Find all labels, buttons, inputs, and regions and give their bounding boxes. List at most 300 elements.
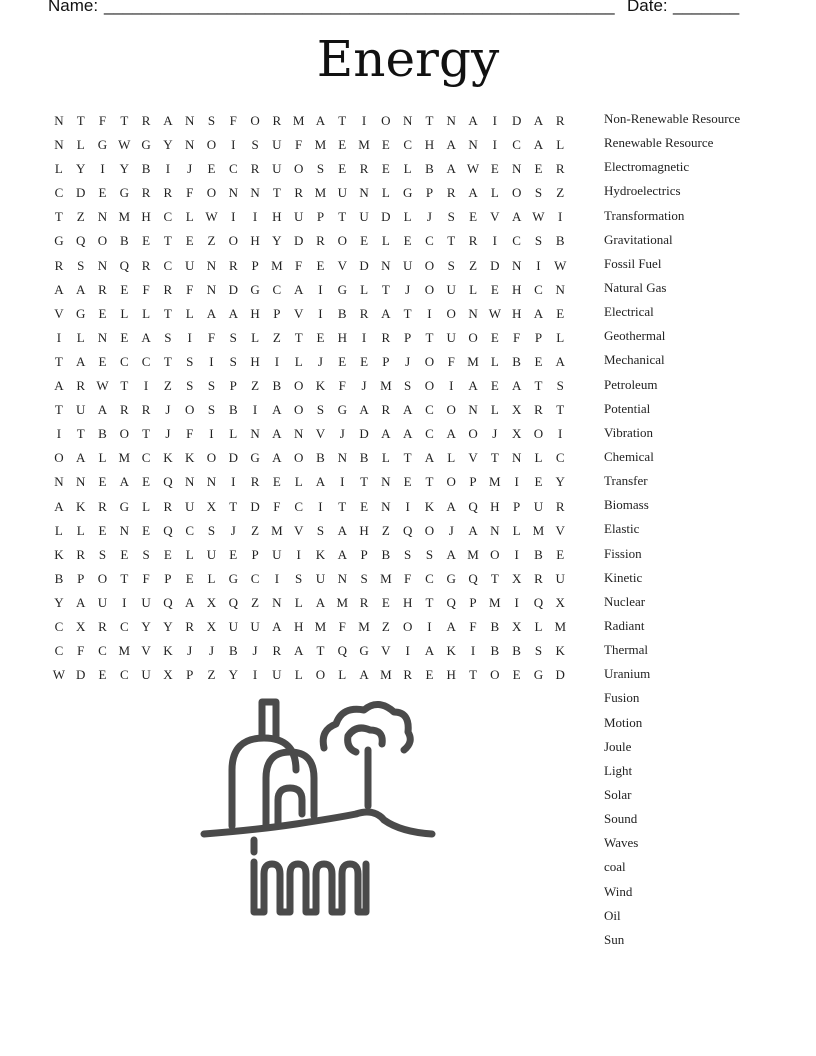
grid-letter[interactable]: O xyxy=(424,353,435,369)
grid-letter[interactable]: U xyxy=(446,329,456,345)
date-field[interactable]: _______ xyxy=(673,0,740,15)
grid-letter[interactable]: T xyxy=(425,474,434,490)
grid-letter[interactable]: Q xyxy=(119,257,129,273)
grid-letter[interactable]: O xyxy=(206,185,217,201)
grid-letter[interactable]: R xyxy=(76,546,86,562)
grid-letter[interactable]: I xyxy=(231,137,236,153)
grid-letter[interactable]: O xyxy=(228,233,238,249)
grid-letter[interactable]: A xyxy=(54,378,64,394)
grid-letter[interactable]: T xyxy=(120,113,129,128)
grid-letter[interactable]: O xyxy=(184,402,195,418)
grid-letter[interactable]: R xyxy=(446,185,456,201)
grid-letter[interactable]: P xyxy=(404,329,412,345)
grid-letter[interactable]: P xyxy=(251,257,259,273)
grid-letter[interactable]: G xyxy=(141,137,151,153)
grid-letter[interactable]: A xyxy=(468,185,478,201)
grid-letter[interactable]: A xyxy=(228,305,238,321)
grid-letter[interactable]: G xyxy=(54,233,64,249)
grid-letter[interactable]: M xyxy=(532,522,545,538)
grid-letter[interactable]: R xyxy=(381,402,391,418)
grid-letter[interactable]: Q xyxy=(446,594,456,610)
grid-letter[interactable]: P xyxy=(382,353,390,369)
grid-letter[interactable]: L xyxy=(381,233,390,249)
grid-letter[interactable]: A xyxy=(293,281,304,297)
grid-letter[interactable]: D xyxy=(228,450,238,466)
grid-letter[interactable]: U xyxy=(359,209,369,225)
grid-letter[interactable]: M xyxy=(467,353,479,369)
grid-letter[interactable]: R xyxy=(468,233,478,249)
grid-letter[interactable]: J xyxy=(426,209,432,225)
grid-letter[interactable]: I xyxy=(143,378,149,394)
grid-letter[interactable]: M xyxy=(271,522,283,538)
grid-letter[interactable]: J xyxy=(405,281,411,297)
grid-letter[interactable]: J xyxy=(317,353,323,369)
grid-letter[interactable]: G xyxy=(250,281,260,297)
grid-letter[interactable]: E xyxy=(360,233,369,249)
grid-letter[interactable]: B xyxy=(381,546,391,562)
grid-letter[interactable]: N xyxy=(206,474,217,490)
grid-letter[interactable]: C xyxy=(425,402,434,418)
grid-letter[interactable]: H xyxy=(250,305,260,321)
grid-letter[interactable]: U xyxy=(250,618,260,634)
grid-letter[interactable]: I xyxy=(165,161,171,177)
grid-letter[interactable]: A xyxy=(163,113,173,128)
grid-letter[interactable]: E xyxy=(381,137,390,153)
grid-letter[interactable]: C xyxy=(555,450,565,466)
grid-letter[interactable]: C xyxy=(185,522,195,538)
grid-letter[interactable]: J xyxy=(165,426,171,442)
grid-letter[interactable]: R xyxy=(141,185,151,201)
grid-letter[interactable]: J xyxy=(208,643,214,659)
grid-letter[interactable]: E xyxy=(98,185,107,201)
grid-letter[interactable]: R xyxy=(141,257,151,273)
grid-letter[interactable]: I xyxy=(56,426,62,442)
grid-letter[interactable]: O xyxy=(206,450,217,466)
grid-letter[interactable]: C xyxy=(163,257,173,273)
grid-letter[interactable]: I xyxy=(209,353,214,369)
grid-letter[interactable]: O xyxy=(293,450,304,466)
grid-letter[interactable]: L xyxy=(490,185,499,201)
grid-letter[interactable]: L xyxy=(142,498,151,514)
grid-letter[interactable]: F xyxy=(295,137,303,153)
grid-letter[interactable]: Z xyxy=(76,209,85,225)
grid-letter[interactable]: A xyxy=(272,402,282,418)
grid-letter[interactable]: I xyxy=(318,281,323,297)
grid-letter[interactable]: G xyxy=(76,305,86,321)
grid-letter[interactable]: L xyxy=(381,185,390,201)
grid-letter[interactable]: L xyxy=(534,618,543,634)
grid-letter[interactable]: M xyxy=(554,618,566,634)
grid-letter[interactable]: F xyxy=(513,329,521,345)
grid-letter[interactable]: X xyxy=(555,594,565,610)
grid-letter[interactable]: D xyxy=(293,233,304,249)
grid-letter[interactable]: U xyxy=(337,185,347,201)
grid-letter[interactable]: O xyxy=(424,281,435,297)
grid-letter[interactable]: Q xyxy=(163,474,173,490)
grid-letter[interactable]: R xyxy=(359,594,369,610)
grid-letter[interactable]: G xyxy=(359,643,369,659)
grid-letter[interactable]: U xyxy=(206,546,217,562)
grid-letter[interactable]: D xyxy=(511,113,522,128)
grid-letter[interactable]: Y xyxy=(163,618,173,634)
grid-letter[interactable]: H xyxy=(250,233,260,249)
grid-letter[interactable]: R xyxy=(54,257,64,273)
grid-letter[interactable]: E xyxy=(534,161,543,177)
grid-letter[interactable]: R xyxy=(98,281,107,297)
grid-letter[interactable]: T xyxy=(294,329,303,345)
grid-letter[interactable]: O xyxy=(293,402,304,418)
grid-letter[interactable]: Z xyxy=(556,185,565,201)
grid-letter[interactable]: O xyxy=(119,426,129,442)
grid-letter[interactable]: A xyxy=(54,281,64,297)
grid-letter[interactable]: I xyxy=(318,498,323,514)
grid-letter[interactable]: A xyxy=(424,450,435,466)
grid-letter[interactable]: H xyxy=(337,329,347,345)
grid-letter[interactable]: G xyxy=(402,185,413,201)
grid-letter[interactable]: A xyxy=(402,402,413,418)
grid-letter[interactable]: B xyxy=(141,161,151,177)
grid-letter[interactable]: O xyxy=(206,137,217,153)
grid-letter[interactable]: U xyxy=(446,281,456,297)
grid-letter[interactable]: S xyxy=(295,570,303,586)
grid-letter[interactable]: S xyxy=(186,353,194,369)
grid-letter[interactable]: N xyxy=(272,594,282,610)
grid-letter[interactable]: J xyxy=(230,522,236,538)
grid-letter[interactable]: L xyxy=(251,329,260,345)
grid-letter[interactable]: A xyxy=(359,402,369,418)
grid-letter[interactable]: A xyxy=(76,450,86,466)
grid-letter[interactable]: M xyxy=(271,257,283,273)
name-field[interactable]: ______________________________________________________ xyxy=(104,0,615,15)
grid-letter[interactable]: E xyxy=(207,161,216,177)
grid-letter[interactable]: O xyxy=(490,667,500,683)
grid-letter[interactable]: A xyxy=(533,113,544,128)
grid-letter[interactable]: O xyxy=(402,618,413,634)
grid-letter[interactable]: J xyxy=(361,378,367,394)
grid-letter[interactable]: T xyxy=(490,570,499,586)
grid-letter[interactable]: G xyxy=(119,185,129,201)
grid-letter[interactable]: L xyxy=(556,137,565,153)
grid-letter[interactable]: O xyxy=(511,185,522,201)
grid-letter[interactable]: O xyxy=(468,426,478,442)
grid-letter[interactable]: W xyxy=(96,378,109,394)
grid-letter[interactable]: U xyxy=(141,594,151,610)
grid-letter[interactable]: P xyxy=(469,474,477,490)
grid-letter[interactable]: E xyxy=(98,474,107,490)
grid-letter[interactable]: Z xyxy=(251,378,260,394)
grid-letter[interactable]: X xyxy=(206,594,217,610)
grid-letter[interactable]: R xyxy=(76,378,86,394)
grid-letter[interactable]: T xyxy=(469,667,478,683)
grid-letter[interactable]: Z xyxy=(163,378,172,394)
grid-letter[interactable]: C xyxy=(294,498,303,514)
grid-letter[interactable]: O xyxy=(424,378,435,394)
grid-letter[interactable]: F xyxy=(142,281,150,297)
grid-letter[interactable]: P xyxy=(469,594,477,610)
grid-letter[interactable]: E xyxy=(120,281,129,297)
grid-letter[interactable]: E xyxy=(381,161,390,177)
grid-letter[interactable]: X xyxy=(511,570,522,586)
grid-letter[interactable]: I xyxy=(514,474,519,490)
grid-letter[interactable]: A xyxy=(97,402,108,418)
grid-letter[interactable]: L xyxy=(403,161,412,177)
grid-letter[interactable]: M xyxy=(314,137,327,153)
grid-letter[interactable]: M xyxy=(358,618,370,634)
grid-letter[interactable]: Q xyxy=(468,570,478,586)
grid-letter[interactable]: L xyxy=(76,137,85,153)
grid-letter[interactable]: I xyxy=(470,643,476,659)
grid-letter[interactable]: A xyxy=(206,305,217,321)
grid-letter[interactable]: M xyxy=(118,209,131,225)
grid-letter[interactable]: I xyxy=(252,209,258,225)
grid-letter[interactable]: R xyxy=(403,667,412,683)
grid-letter[interactable]: E xyxy=(185,233,194,249)
grid-letter[interactable]: N xyxy=(293,426,304,442)
grid-letter[interactable]: B xyxy=(359,450,369,466)
grid-letter[interactable]: P xyxy=(273,305,281,321)
grid-letter[interactable]: N xyxy=(381,257,391,273)
grid-letter[interactable]: K xyxy=(184,450,195,466)
grid-letter[interactable]: R xyxy=(228,257,238,273)
grid-letter[interactable]: I xyxy=(252,667,258,683)
grid-letter[interactable]: E xyxy=(490,329,499,345)
grid-letter[interactable]: Y xyxy=(555,474,565,490)
grid-letter[interactable]: N xyxy=(184,474,195,490)
grid-letter[interactable]: J xyxy=(187,643,193,659)
grid-letter[interactable]: E xyxy=(490,281,499,297)
grid-letter[interactable]: E xyxy=(229,546,238,562)
grid-letter[interactable]: R xyxy=(141,402,151,418)
grid-letter[interactable]: N xyxy=(337,450,347,466)
grid-letter[interactable]: J xyxy=(187,161,193,177)
grid-letter[interactable]: C xyxy=(141,450,151,466)
grid-letter[interactable]: A xyxy=(381,305,391,321)
grid-letter[interactable]: R xyxy=(381,329,391,345)
grid-letter[interactable]: R xyxy=(163,185,173,201)
grid-letter[interactable]: Y xyxy=(54,594,64,610)
grid-letter[interactable]: L xyxy=(403,209,412,225)
grid-letter[interactable]: W xyxy=(532,209,545,225)
grid-letter[interactable]: Q xyxy=(533,594,544,610)
grid-letter[interactable]: L xyxy=(490,353,499,369)
grid-letter[interactable]: Q xyxy=(402,522,413,538)
grid-letter[interactable]: V xyxy=(337,257,347,273)
grid-letter[interactable]: E xyxy=(316,257,325,273)
grid-letter[interactable]: S xyxy=(316,161,325,177)
grid-letter[interactable]: D xyxy=(555,667,565,683)
grid-letter[interactable]: T xyxy=(142,426,151,442)
grid-letter[interactable]: Q xyxy=(228,594,238,610)
grid-letter[interactable]: T xyxy=(120,378,129,394)
grid-letter[interactable]: S xyxy=(447,209,455,225)
grid-letter[interactable]: E xyxy=(98,353,107,369)
grid-letter[interactable]: N xyxy=(337,570,347,586)
grid-letter[interactable]: H xyxy=(250,353,260,369)
grid-letter[interactable]: S xyxy=(404,546,412,562)
grid-letter[interactable]: S xyxy=(447,257,455,273)
grid-letter[interactable]: R xyxy=(534,570,543,586)
grid-letter[interactable]: D xyxy=(359,257,369,273)
grid-letter[interactable]: M xyxy=(118,450,131,466)
grid-letter[interactable]: E xyxy=(490,378,499,394)
grid-letter[interactable]: O xyxy=(54,450,64,466)
grid-letter[interactable]: K xyxy=(315,378,326,394)
grid-letter[interactable]: N xyxy=(54,474,64,490)
grid-letter[interactable]: J xyxy=(448,522,454,538)
grid-letter[interactable]: I xyxy=(536,257,541,273)
grid-letter[interactable]: Z xyxy=(381,618,390,634)
grid-letter[interactable]: A xyxy=(272,618,282,634)
grid-letter[interactable]: R xyxy=(294,185,303,201)
grid-letter[interactable]: K xyxy=(555,643,565,659)
grid-letter[interactable]: N xyxy=(511,450,522,466)
grid-letter[interactable]: F xyxy=(229,113,237,128)
grid-letter[interactable]: L xyxy=(360,281,369,297)
grid-letter[interactable]: D xyxy=(381,209,391,225)
grid-letter[interactable]: I xyxy=(427,618,432,634)
grid-letter[interactable]: N xyxy=(381,498,391,514)
grid-letter[interactable]: X xyxy=(206,618,217,634)
grid-letter[interactable]: S xyxy=(229,353,237,369)
grid-letter[interactable]: A xyxy=(141,329,151,345)
grid-letter[interactable]: D xyxy=(76,667,86,683)
grid-letter[interactable]: G xyxy=(337,281,347,297)
grid-letter[interactable]: X xyxy=(163,667,173,683)
grid-letter[interactable]: S xyxy=(77,257,85,273)
grid-letter[interactable]: C xyxy=(141,353,151,369)
grid-letter[interactable]: I xyxy=(209,426,214,442)
grid-letter[interactable]: L xyxy=(556,329,565,345)
grid-letter[interactable]: Q xyxy=(76,233,86,249)
grid-letter[interactable]: Q xyxy=(468,498,478,514)
grid-letter[interactable]: N xyxy=(184,113,195,128)
grid-letter[interactable]: J xyxy=(339,426,345,442)
grid-letter[interactable]: R xyxy=(163,498,173,514)
grid-letter[interactable]: S xyxy=(142,546,150,562)
grid-letter[interactable]: S xyxy=(534,233,543,249)
grid-letter[interactable]: N xyxy=(468,137,478,153)
grid-letter[interactable]: Z xyxy=(251,594,260,610)
grid-letter[interactable]: L xyxy=(447,450,456,466)
grid-letter[interactable]: M xyxy=(336,594,349,610)
grid-letter[interactable]: O xyxy=(533,426,544,442)
grid-letter[interactable]: U xyxy=(97,594,108,610)
grid-letter[interactable]: P xyxy=(360,546,368,562)
grid-letter[interactable]: A xyxy=(446,426,456,442)
grid-letter[interactable]: P xyxy=(251,546,259,562)
grid-letter[interactable]: P xyxy=(186,667,194,683)
grid-letter[interactable]: P xyxy=(513,498,521,514)
grid-letter[interactable]: E xyxy=(425,667,434,683)
grid-letter[interactable]: N xyxy=(381,474,391,490)
grid-letter[interactable]: V xyxy=(293,522,304,538)
grid-letter[interactable]: R xyxy=(163,281,173,297)
grid-letter[interactable]: O xyxy=(490,546,500,562)
grid-letter[interactable]: P xyxy=(425,185,434,201)
grid-letter[interactable]: A xyxy=(446,137,456,153)
grid-letter[interactable]: V xyxy=(315,426,326,442)
grid-letter[interactable]: I xyxy=(492,233,497,249)
grid-letter[interactable]: T xyxy=(556,402,565,418)
grid-letter[interactable]: A xyxy=(424,643,435,659)
grid-letter[interactable]: S xyxy=(316,522,325,538)
grid-letter[interactable]: M xyxy=(489,594,501,610)
grid-letter[interactable]: U xyxy=(184,498,195,514)
grid-letter[interactable]: A xyxy=(468,113,478,128)
grid-letter[interactable]: H xyxy=(402,594,413,610)
grid-letter[interactable]: H xyxy=(446,667,456,683)
grid-letter[interactable]: R xyxy=(316,233,325,249)
grid-letter[interactable]: I xyxy=(231,209,236,225)
grid-letter[interactable]: E xyxy=(534,353,543,369)
grid-letter[interactable]: E xyxy=(338,137,347,153)
grid-letter[interactable]: B xyxy=(425,161,434,177)
grid-letter[interactable]: T xyxy=(229,498,238,514)
grid-letter[interactable]: S xyxy=(207,113,216,128)
grid-letter[interactable]: C xyxy=(54,618,64,634)
grid-letter[interactable]: O xyxy=(446,305,456,321)
grid-letter[interactable]: R xyxy=(98,498,107,514)
grid-letter[interactable]: S xyxy=(425,546,434,562)
grid-letter[interactable]: E xyxy=(534,474,543,490)
grid-letter[interactable]: T xyxy=(425,113,434,128)
grid-letter[interactable]: I xyxy=(361,329,367,345)
grid-letter[interactable]: T xyxy=(447,233,456,249)
grid-letter[interactable]: C xyxy=(228,161,238,177)
grid-letter[interactable]: L xyxy=(185,209,194,225)
grid-letter[interactable]: D xyxy=(490,257,500,273)
grid-letter[interactable]: E xyxy=(272,474,281,490)
grid-letter[interactable]: F xyxy=(469,618,477,634)
grid-letter[interactable]: Y xyxy=(76,161,86,177)
grid-letter[interactable]: N xyxy=(76,474,86,490)
grid-letter[interactable]: V xyxy=(54,305,64,321)
grid-letter[interactable]: R xyxy=(250,161,260,177)
grid-letter[interactable]: X xyxy=(511,402,522,418)
grid-letter[interactable]: C xyxy=(250,570,260,586)
grid-letter[interactable]: E xyxy=(98,305,107,321)
grid-letter[interactable]: L xyxy=(338,667,347,683)
grid-letter[interactable]: Z xyxy=(207,233,216,249)
grid-letter[interactable]: O xyxy=(424,257,435,273)
grid-letter[interactable]: E xyxy=(360,353,369,369)
grid-letter[interactable]: U xyxy=(228,618,238,634)
grid-letter[interactable]: A xyxy=(76,353,86,369)
grid-letter[interactable]: O xyxy=(97,570,108,586)
grid-letter[interactable]: N xyxy=(206,257,217,273)
grid-letter[interactable]: A xyxy=(315,113,326,128)
grid-letter[interactable]: F xyxy=(338,618,346,634)
grid-letter[interactable]: S xyxy=(556,378,564,394)
grid-letter[interactable]: B xyxy=(490,618,500,634)
grid-letter[interactable]: I xyxy=(296,546,301,562)
grid-letter[interactable]: A xyxy=(533,305,544,321)
grid-letter[interactable]: H xyxy=(293,618,304,634)
grid-letter[interactable]: A xyxy=(315,594,326,610)
grid-letter[interactable]: O xyxy=(468,329,478,345)
grid-letter[interactable]: L xyxy=(294,667,303,683)
grid-letter[interactable]: O xyxy=(446,402,456,418)
grid-letter[interactable]: E xyxy=(556,305,565,321)
grid-letter[interactable]: I xyxy=(100,161,105,177)
grid-letter[interactable]: I xyxy=(558,426,563,442)
grid-letter[interactable]: A xyxy=(119,474,129,490)
grid-letter[interactable]: R xyxy=(359,305,369,321)
grid-letter[interactable]: U xyxy=(272,667,282,683)
grid-letter[interactable]: B xyxy=(512,643,521,659)
grid-letter[interactable]: L xyxy=(98,450,107,466)
grid-letter[interactable]: T xyxy=(490,450,499,466)
